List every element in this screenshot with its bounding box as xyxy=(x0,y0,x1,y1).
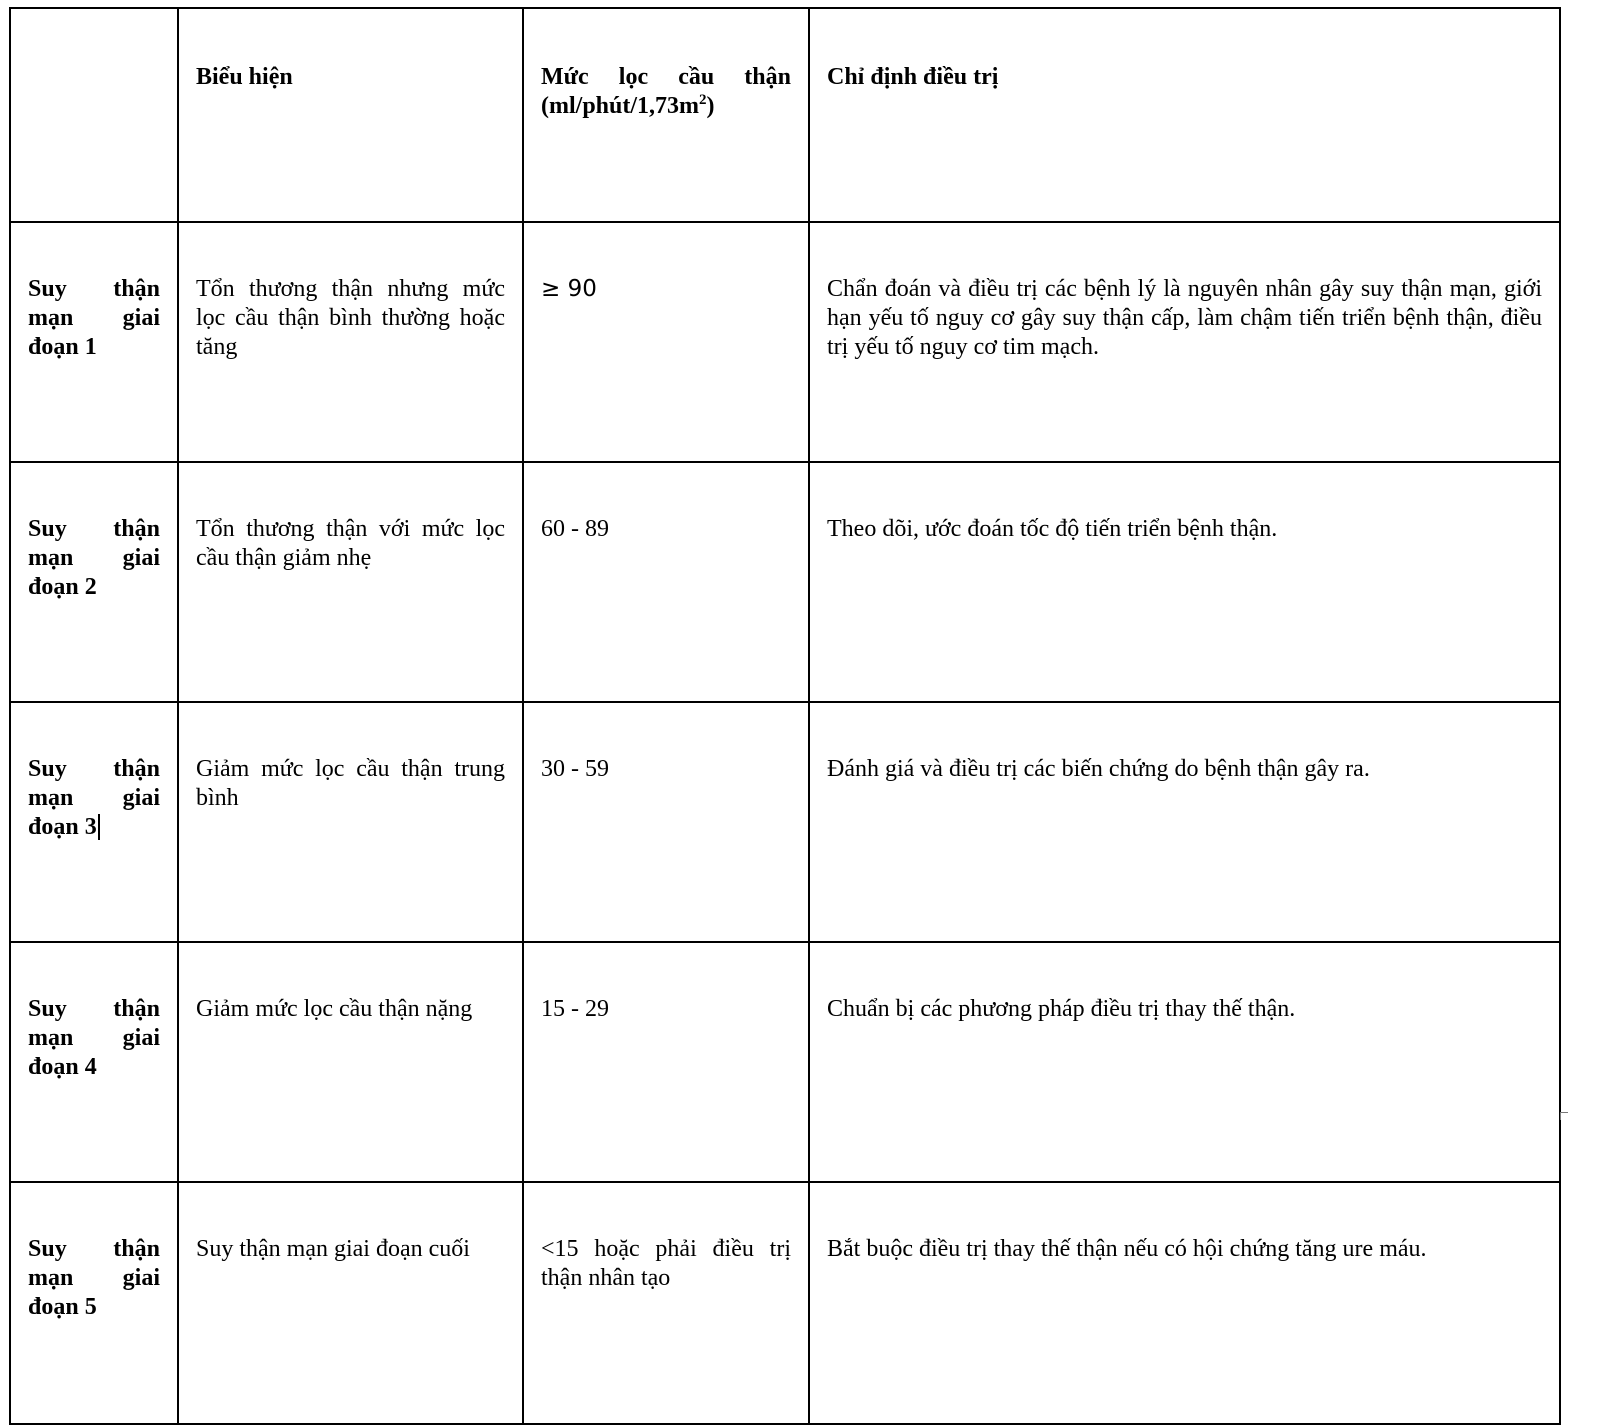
header-gfr xyxy=(523,8,809,222)
table-row xyxy=(10,702,1560,942)
header-gfr-close: ) xyxy=(706,93,715,119)
manifestation-cell: Suy thận mạn giai đoạn cuối xyxy=(178,1182,523,1424)
table-row xyxy=(10,1182,1560,1424)
stage-cell xyxy=(10,1182,178,1424)
stage-cell[interactable] xyxy=(10,702,178,942)
table-row xyxy=(10,222,1560,462)
manifestation-cell: Giảm mức lọc cầu thận nặng xyxy=(178,942,523,1182)
stage-cell xyxy=(10,222,178,462)
table-row xyxy=(10,462,1560,702)
treatment-cell: Chẩn đoán và điều trị các bệnh lý là nguyên nhân gây suy thận mạn, giới hạn yếu tố nguy cơ gây suy thận cấp, làm chậm tiến triển bệnh thận, điều trị yếu tố nguy cơ tim mạch. xyxy=(809,222,1560,462)
treatment-cell: Bắt buộc điều trị thay thế thận nếu có hội chứng tăng ure máu. xyxy=(809,1182,1560,1424)
gfr-cell xyxy=(523,222,809,462)
manifestation-cell: Tổn thương thận nhưng mức lọc cầu thận bình thường hoặc tăng xyxy=(178,222,523,462)
gfr-cell: 30 - 59 xyxy=(523,702,809,942)
treatment-cell: Đánh giá và điều trị các biến chứng do bệnh thận gây ra. xyxy=(809,702,1560,942)
header-manifestation: Biểu hiện xyxy=(178,8,523,222)
table-resize-handle[interactable] xyxy=(1560,1112,1568,1120)
gfr-cell: <15 hoặc phải điều trị thận nhân tạo xyxy=(523,1182,809,1424)
text-cursor xyxy=(98,814,100,840)
stage-label xyxy=(28,755,160,842)
table-header-row xyxy=(10,8,1560,222)
gfr-cell: 60 - 89 xyxy=(523,462,809,702)
stage-label-text: Suy thận mạn giai đoạn 3 xyxy=(28,756,160,840)
stage-cell xyxy=(10,462,178,702)
header-treatment: Chỉ định điều trị xyxy=(809,8,1560,222)
stage-label: Suy thận mạn giai đoạn 5 xyxy=(28,1236,160,1320)
stage-cell xyxy=(10,942,178,1182)
gfr-value: ≥ 90 xyxy=(541,276,597,302)
treatment-cell: Theo dõi, ước đoán tốc độ tiến triển bệnh thận. xyxy=(809,462,1560,702)
table-row xyxy=(10,942,1560,1182)
stage-label: Suy thận mạn giai đoạn 4 xyxy=(28,996,160,1080)
ckd-stage-table xyxy=(9,7,1561,1425)
header-gfr-superscript: 2 xyxy=(699,92,707,108)
manifestation-cell: Tổn thương thận với mức lọc cầu thận giảm nhẹ xyxy=(178,462,523,702)
treatment-cell: Chuẩn bị các phương pháp điều trị thay thế thận. xyxy=(809,942,1560,1182)
header-gfr-text: Mức lọc cầu thận (ml/phút/1,73m xyxy=(541,64,791,119)
manifestation-cell: Giảm mức lọc cầu thận trung bình xyxy=(178,702,523,942)
stage-label: Suy thận mạn giai đoạn 2 xyxy=(28,516,160,600)
stage-label: Suy thận mạn giai đoạn 1 xyxy=(28,276,160,360)
gfr-cell: 15 - 29 xyxy=(523,942,809,1182)
header-empty-cell xyxy=(10,8,178,222)
